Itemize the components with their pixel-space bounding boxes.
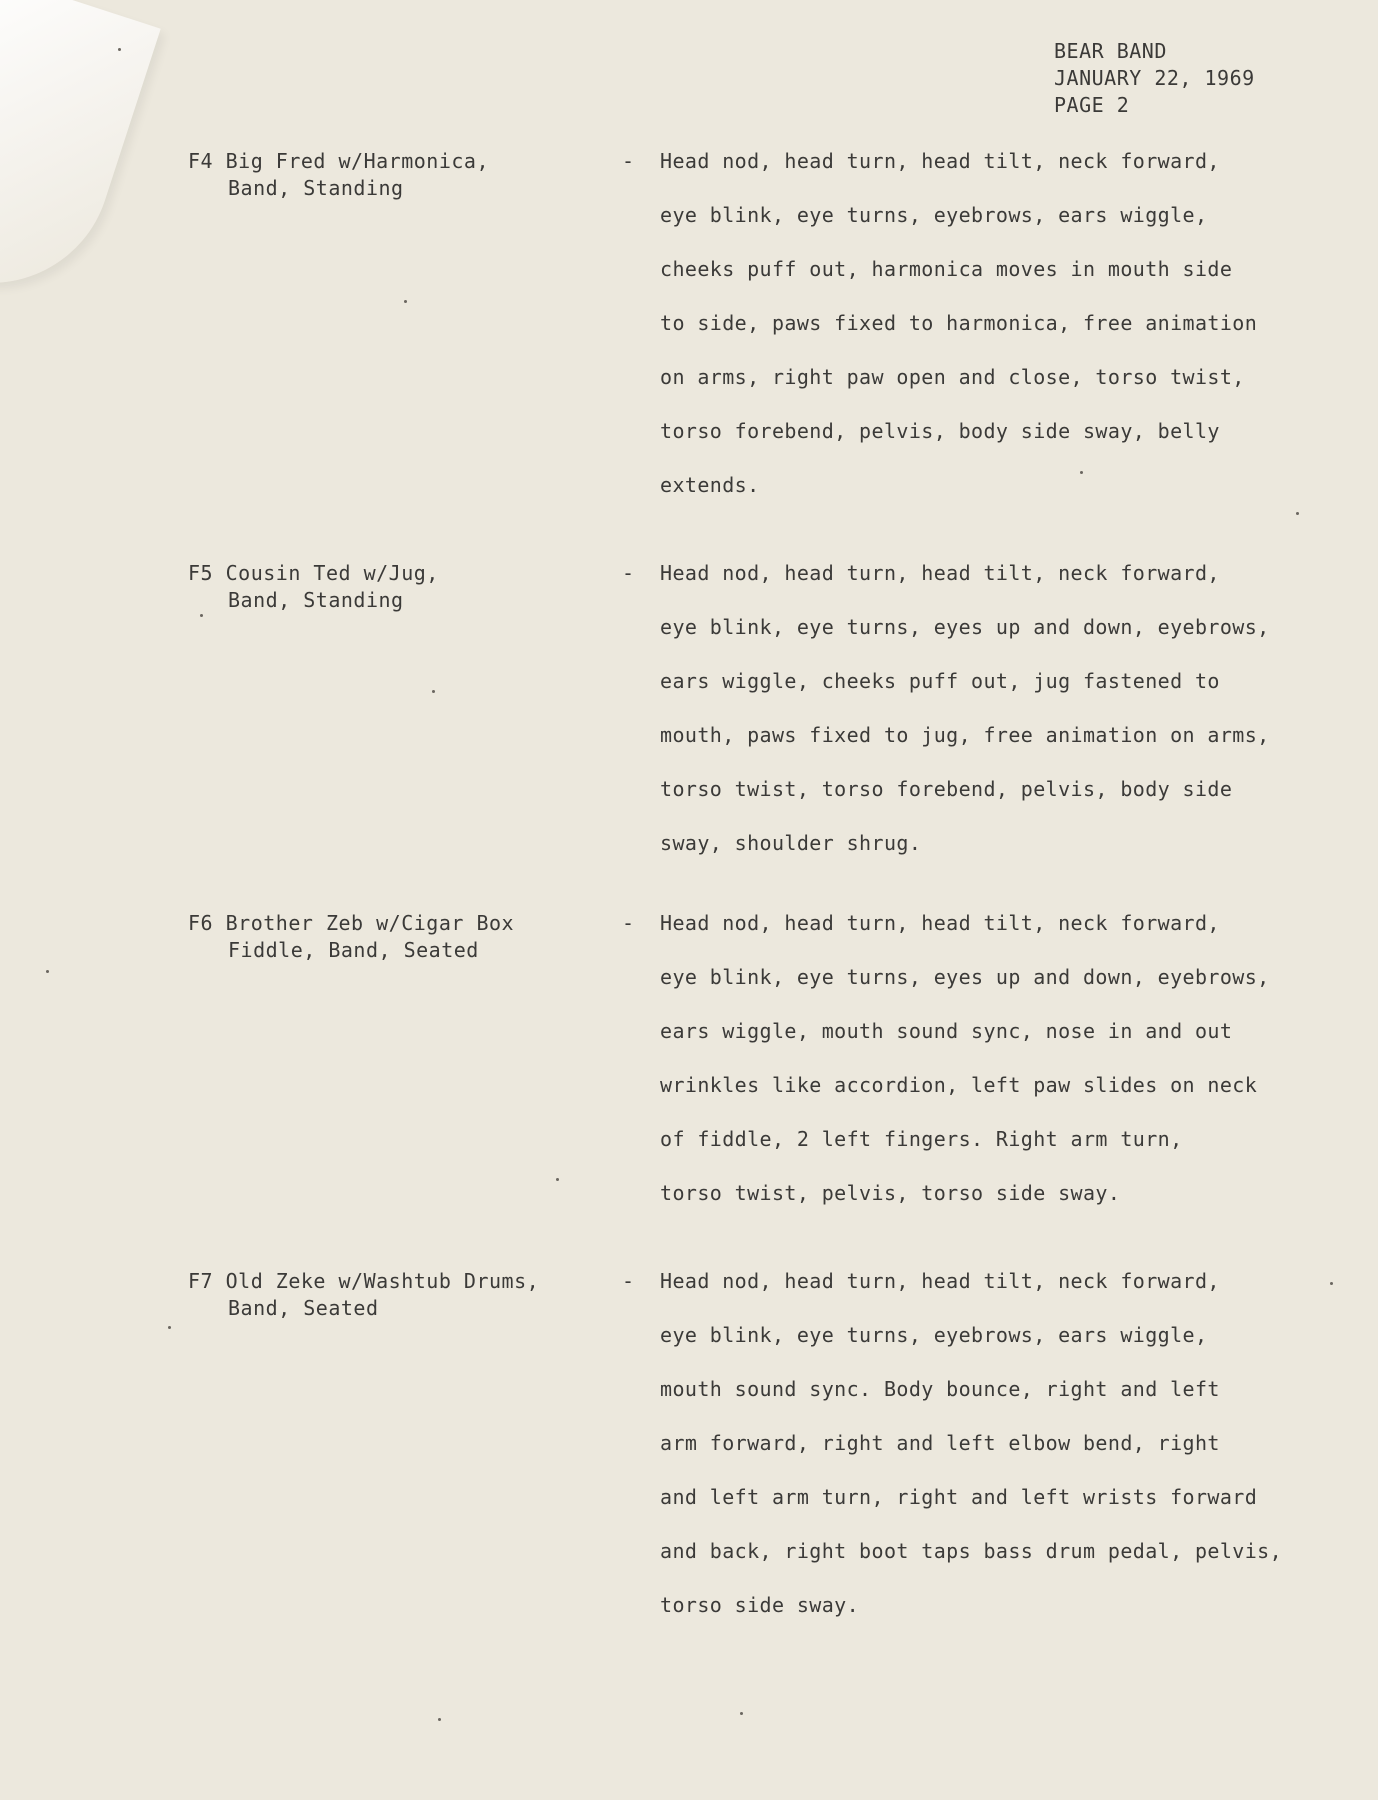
description-line: eye blink, eye turns, eyebrows, ears wiggle,: [660, 203, 1208, 227]
description-line: and back, right boot taps bass drum pedal, pelvis,: [660, 1539, 1283, 1563]
entry-dash: -: [622, 561, 635, 585]
entry-dash: -: [622, 1269, 635, 1293]
description-line: torso twist, torso forebend, pelvis, body side: [660, 777, 1233, 801]
description-line: Head nod, head turn, head tilt, neck forward,: [660, 911, 1220, 935]
description-line: arm forward, right and left elbow bend, right: [660, 1431, 1220, 1455]
entry-label: [188, 910, 514, 964]
paper-speck: [1330, 1282, 1333, 1285]
description-line: wrinkles like accordion, left paw slides on neck: [660, 1073, 1258, 1097]
description-line: eye blink, eye turns, eyes up and down, eyebrows,: [660, 615, 1270, 639]
header-page-number: PAGE 2: [1054, 93, 1130, 117]
entry-label-line1: F4 Big Fred w/Harmonica,: [188, 149, 489, 173]
description-line: cheeks puff out, harmonica moves in mouth side: [660, 257, 1233, 281]
paper-speck: [432, 690, 435, 693]
description-line: torso twist, pelvis, torso side sway.: [660, 1181, 1121, 1205]
entry-dash: -: [622, 911, 635, 935]
description-line: on arms, right paw open and close, torso twist,: [660, 365, 1245, 389]
paper-speck: [404, 300, 407, 303]
description-line: ears wiggle, mouth sound sync, nose in and out: [660, 1019, 1233, 1043]
paper-speck: [1080, 471, 1083, 474]
page-header: [1054, 38, 1255, 119]
entry-label: [188, 1268, 539, 1322]
page-curl: [0, 0, 161, 314]
paper-speck: [168, 1326, 171, 1329]
entry-label-line2: Band, Standing: [228, 588, 404, 612]
entry-description: [660, 910, 1340, 1234]
description-line: and left arm turn, right and left wrists forward: [660, 1485, 1258, 1509]
description-line: torso forebend, pelvis, body side sway, belly: [660, 419, 1220, 443]
entry-label: [188, 148, 489, 202]
paper-speck: [438, 1718, 441, 1721]
description-line: Head nod, head turn, head tilt, neck forward,: [660, 1269, 1220, 1293]
header-title: BEAR BAND: [1054, 39, 1167, 63]
paper-speck: [46, 970, 49, 973]
description-line: Head nod, head turn, head tilt, neck forward,: [660, 561, 1220, 585]
paper-speck: [118, 48, 121, 51]
entry-description: [660, 560, 1340, 884]
description-line: mouth sound sync. Body bounce, right and left: [660, 1377, 1220, 1401]
description-line: torso side sway.: [660, 1593, 860, 1617]
entry-label-line1: F7 Old Zeke w/Washtub Drums,: [188, 1269, 540, 1293]
description-line: mouth, paws fixed to jug, free animation on arms,: [660, 723, 1270, 747]
entry-label-line2: Fiddle, Band, Seated: [228, 938, 479, 962]
entry-dash: -: [622, 149, 635, 173]
header-date: JANUARY 22, 1969: [1054, 66, 1255, 90]
entry-label-line1: F5 Cousin Ted w/Jug,: [188, 561, 439, 585]
entry-label-line1: F6 Brother Zeb w/Cigar Box: [188, 911, 515, 935]
description-line: eye blink, eye turns, eyebrows, ears wiggle,: [660, 1323, 1208, 1347]
description-line: sway, shoulder shrug.: [660, 831, 922, 855]
paper-speck: [556, 1178, 559, 1181]
description-line: Head nod, head turn, head tilt, neck forward,: [660, 149, 1220, 173]
entry-description: [660, 148, 1340, 526]
description-line: extends.: [660, 473, 760, 497]
description-line: eye blink, eye turns, eyes up and down, eyebrows,: [660, 965, 1270, 989]
entry-label-line2: Band, Standing: [228, 176, 404, 200]
description-line: of fiddle, 2 left fingers. Right arm turn,: [660, 1127, 1183, 1151]
entry-description: [660, 1268, 1340, 1646]
description-line: to side, paws fixed to harmonica, free animation: [660, 311, 1258, 335]
paper-speck: [200, 614, 203, 617]
paper-speck: [740, 1712, 743, 1715]
paper-speck: [1296, 512, 1299, 515]
entry-label-line2: Band, Seated: [228, 1296, 379, 1320]
entry-label: [188, 560, 439, 614]
description-line: ears wiggle, cheeks puff out, jug fastened to: [660, 669, 1220, 693]
